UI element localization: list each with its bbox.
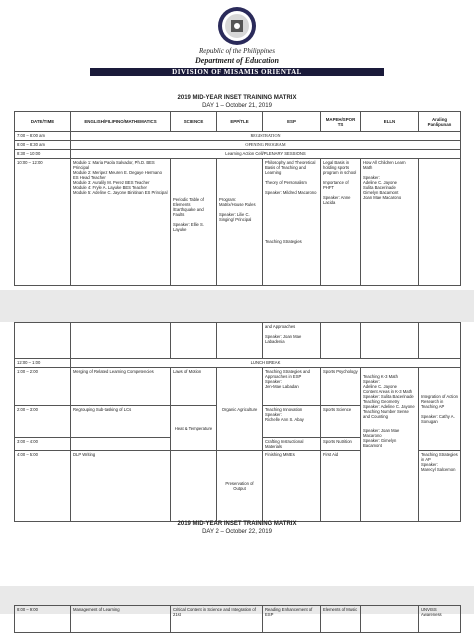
epp-cell: Program: Matrix/House Rules Speaker: Lilie C. Singing/ Principal [217, 159, 263, 286]
elln-cell [361, 368, 419, 522]
ap-cell: Teaching Strategies in AP Speaker: Marecyl Salcemon [419, 451, 461, 522]
table-row-time: 2:00 – 3:00 [15, 406, 71, 438]
table-row-plenary: Learning Action Cell/PLENARY SESSIONS [71, 150, 461, 159]
col-elln: ELLN [361, 112, 419, 132]
day2-table [14, 605, 461, 633]
ap-cell [419, 159, 461, 286]
col-ap: Araling Panlipunan [419, 112, 461, 132]
mapeh-cell: Sports Nutrition [321, 438, 361, 451]
department-label: Department of Education [194, 56, 279, 65]
science-cell: Laws of Motion [171, 368, 217, 406]
table-row-time: 8:30 – 10:00 [15, 150, 71, 159]
table-row-time: 12:00 – 1:00 [15, 359, 71, 368]
epp-organic-cell: Organic Agriculture [217, 368, 263, 451]
table-row-time: 10:00 – 12:00 [15, 159, 71, 286]
division-banner: DIVISION OF MISAMIS ORIENTAL [90, 68, 384, 76]
empty-cell [171, 451, 217, 522]
table-row-opening: OPENING PROGRAM [71, 141, 461, 150]
table-row-registration: REGISTRATION [71, 132, 461, 141]
empty-cell [361, 323, 419, 359]
col-time: DATE/TIME [15, 112, 71, 132]
efm-cell: Merging of Related Learning Competencies [71, 368, 171, 406]
col-mapeh: MAPEH/SPOR TS [321, 112, 361, 132]
mapeh-cell: First Aid [321, 451, 361, 522]
esp-cell: Reading Enhancement of ESP [263, 606, 321, 633]
elln-cell: How All Children Learn Math Speaker: Adeline C. Jayone Sulita Bacerinade Gimelyn Bacamont Joan Mae Macarono [361, 159, 419, 286]
matrix-title: 2019 MID-YEAR INSET TRAINING MATRIX [177, 95, 297, 101]
day1-label: DAY 1 – October 21, 2019 [202, 103, 272, 109]
deped-seal-icon [217, 6, 257, 46]
esp-cell: Teaching Strategies and Approaches in ESP Speaker: Jen-Mae Labadan [263, 368, 321, 406]
esp-cell [263, 159, 321, 286]
esp-cell: Crafting Instructional Materials [263, 438, 321, 451]
table-row-time: 1:00 – 2:00 [15, 368, 71, 406]
empty-cell [15, 323, 71, 359]
table-row-time: 8:00 – 8:30 am [15, 141, 71, 150]
empty-cell [71, 323, 171, 359]
mapeh-cell: Legal Basis in holding sports program in school Importance of PHFT Speaker: Anne Lacida [321, 159, 361, 286]
esp-cell: Finishing MMEs [263, 451, 321, 522]
col-esp: ESP [263, 112, 321, 132]
mapeh-cell: Elements of Music [321, 606, 361, 633]
efm-cell: DLP Writing [71, 451, 171, 522]
efm-cell: Management of Learning [71, 606, 171, 633]
esp-cell-text-2: Teaching Strategies [265, 239, 302, 244]
ap-cell: Integration of Action Research in Teaching AP Speaker: Cathy A. Sonugan [419, 368, 461, 451]
day1-table [14, 111, 461, 286]
empty-cell [217, 323, 263, 359]
elln-cell-text-2: Speaker: Joan Mae Macarono Speaker: Gimelyn Bacamont [363, 428, 400, 448]
esp-cell-text: Philosophy and Theoretical Basis of Teaching and Learning Theory of Personalism Speaker: Mildred Macarono [265, 160, 317, 195]
elln-cell-text: Teaching K-3 Math Speaker: Adeline C. Jayone Content Areas in K-3 Math Speaker: Sulita Bacerinade Teaching Geometry Speaker: Adeline C. Jayone Teaching Number Sense and Counting [363, 374, 415, 419]
science-cell: Periodic Table of Elements /Earthquake and Faults Speaker: Ellie S. Layuke [171, 159, 217, 286]
republic-label: Republic of the Philippines [198, 47, 275, 55]
col-efm: ENGLISH/FILIPINO/MATHEMATICS [71, 112, 171, 132]
empty-cell [71, 438, 171, 451]
matrix-title-day2: 2019 MID-YEAR INSET TRAINING MATRIX [177, 521, 297, 527]
empty-cell [171, 323, 217, 359]
table-row-time: 8:00 – 9:00 [15, 606, 71, 633]
table-row-time: 3:00 – 4:00 [15, 438, 71, 451]
empty-cell [321, 323, 361, 359]
mapeh-cell: Sports Science [321, 406, 361, 438]
esp-continued-cell: and Approaches Speaker: Joan Mae Labadenia [263, 323, 321, 359]
table-row-lunch: LUNCH BREAK [71, 359, 461, 368]
page-gap [0, 290, 474, 322]
table-row-time: 7:00 – 8:00 am [15, 132, 71, 141]
epp-output-cell: Preservation of Output [217, 451, 263, 522]
modules-cell: Module 1: Maria Paola Salvador, Ph.D. BES Principal Module 2: Meripez Meuren E. Degaye Hermano ES Head Teacher Module 3: Auralily M. Perez BES Teacher Module 4: Fryle A. Layuke BES Teacher Module 5: Adeline C. Jayone Binitinan ES Principal [71, 159, 171, 286]
efm-cell: Regrouping Sub-tasking of LCs [71, 406, 171, 438]
mapeh-cell: Sports Psychology [321, 368, 361, 406]
esp-cell: Teaching Innovation Speaker: Richelle Ann S. Abay [263, 406, 321, 438]
science-cell: Critical Content in Science and Integration of 21st [171, 606, 263, 633]
empty-cell [361, 606, 419, 633]
table-row-time: 4:00 – 5:00 [15, 451, 71, 522]
science-heat-cell: Heat & Temperature [171, 406, 217, 451]
col-science: SCIENCE [171, 112, 217, 132]
afternoon-table [14, 322, 461, 522]
empty-cell [419, 323, 461, 359]
ap-cell: UNVISS Awareness [419, 606, 461, 633]
day2-label: DAY 2 – October 22, 2019 [202, 529, 272, 535]
col-epp: EPP/TLE [217, 112, 263, 132]
